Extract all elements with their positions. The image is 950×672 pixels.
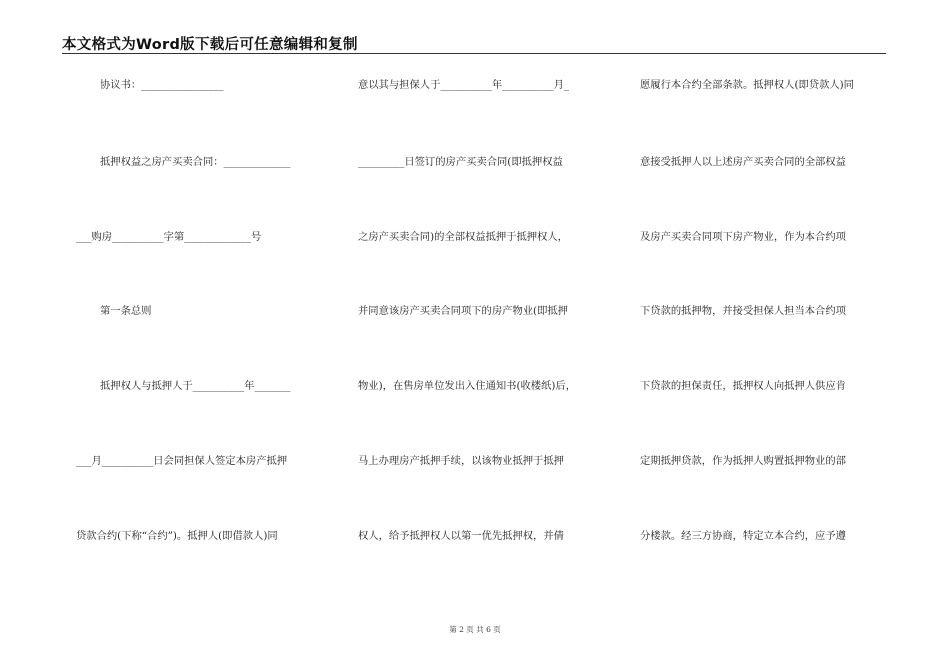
text-column-3 — [640, 78, 890, 558]
header-divider — [62, 53, 886, 54]
text-line: 下贷款的抵押物，并接受担保人担当本合约项 — [640, 305, 846, 317]
text-line: 下贷款的担保责任，抵押权人向抵押人供应肯 — [640, 380, 846, 392]
text-line: _________日签订的房产买卖合同(即抵押权益 — [358, 156, 563, 168]
document-header-title: 本文格式为Word版下载后可任意编辑和复制 — [62, 37, 358, 53]
text-line: 之房产买卖合同)的全部权益抵押于抵押权人， — [358, 231, 568, 243]
text-column-1 — [76, 78, 326, 558]
text-line: ___月__________日会同担保人签定本房产抵押 — [76, 455, 288, 467]
text-line: 定期抵押贷款，作为抵押人购置抵押物业的部 — [640, 455, 846, 467]
text-line: ___购房__________字第_____________号 — [76, 231, 262, 243]
text-line: 协议书：________________ — [100, 79, 224, 91]
text-line: 分楼款。经三方协商，特定立本合约，应予遵 — [640, 530, 846, 542]
text-line: 物业)，在售房单位发出入住通知书(收楼纸)后， — [358, 380, 576, 392]
text-line: 贷款合约(下称“合约”)。抵押人(即借款人)同 — [76, 530, 278, 542]
text-line: 抵押权人与抵押人于__________年_______ — [100, 380, 291, 392]
text-line: 权人，给予抵押权人以第一优先抵押权，并倩 — [358, 530, 564, 542]
section-heading: 第一条总则 — [100, 305, 152, 317]
text-column-2 — [358, 78, 608, 558]
text-line: 意以其与担保人于__________年__________月_ — [358, 79, 570, 91]
text-line: 愿履行本合约全部条款。抵押权人(即贷款人)同 — [640, 79, 854, 91]
text-line: 抵押权益之房产买卖合同：_____________ — [100, 156, 291, 168]
page-number: 第 2 页 共 6 页 — [449, 625, 501, 634]
text-line: 并同意该房产买卖合同项下的房产物业(即抵押 — [358, 305, 568, 317]
text-line: 马上办理房产抵押手续，以该物业抵押于抵押 — [358, 455, 564, 467]
text-line: 意接受抵押人以上述房产买卖合同的全部权益 — [640, 156, 846, 168]
text-line: 及房产买卖合同项下房产物业，作为本合约项 — [640, 231, 846, 243]
